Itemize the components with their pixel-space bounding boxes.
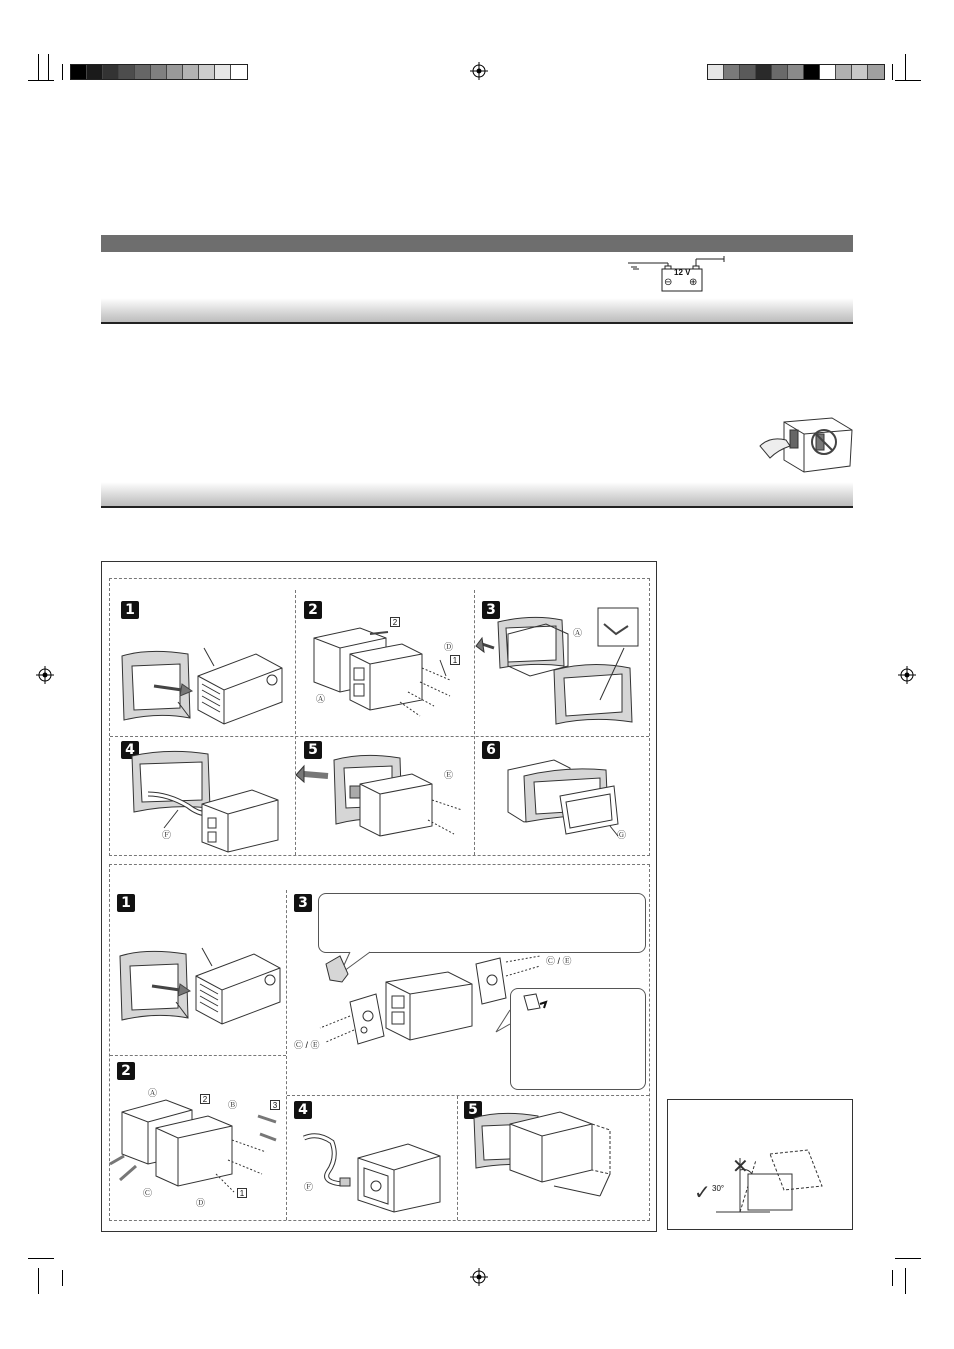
- step-1-trim-removal-illustration: [116, 940, 286, 1030]
- step-4-badge: 4: [294, 1101, 312, 1119]
- color-calibration-bar: [707, 64, 885, 80]
- check-icon: ✓: [694, 1182, 711, 1204]
- color-swatch: [788, 65, 804, 79]
- step-2-badge: 2: [304, 601, 322, 619]
- color-swatch: [868, 65, 884, 79]
- step-2-sleeve-removal-illustration: [116, 1090, 281, 1210]
- step-4-wiring-illustration: [298, 1128, 448, 1218]
- step-2-sleeve-illustration: [310, 620, 470, 730]
- crop-mark: [48, 54, 49, 80]
- registration-mark-icon: [36, 666, 54, 684]
- crop-mark: [38, 1268, 39, 1294]
- color-swatch: [804, 65, 820, 79]
- crop-mark: [28, 80, 54, 81]
- callout-label: Ⓒ: [143, 1188, 153, 1198]
- crop-mark: [905, 1268, 906, 1294]
- crop-mark: [892, 64, 893, 80]
- callout-label: Ⓑ: [228, 1100, 238, 1110]
- screw-label: 2: [390, 617, 400, 627]
- reset-button-illustration: [760, 416, 856, 474]
- step-3-badge: 3: [294, 894, 312, 912]
- battery-voltage-label: 12 V: [674, 268, 691, 277]
- step-5-badge: 5: [464, 1101, 482, 1119]
- screw-label: 3: [270, 1100, 280, 1110]
- crop-mark: [892, 1270, 893, 1286]
- step-3-badge: 3: [482, 601, 500, 619]
- step-5-badge: 5: [304, 741, 322, 759]
- bracket-bend-icon: [520, 992, 550, 1014]
- color-swatch: [756, 65, 772, 79]
- callout-label: Ⓐ: [148, 1088, 158, 1098]
- color-swatch: [119, 65, 135, 79]
- screw-label: 1: [450, 655, 460, 665]
- color-swatch: [852, 65, 868, 79]
- crop-mark: [895, 80, 921, 81]
- callout-label: Ⓐ: [316, 694, 326, 704]
- step-5-mounting-illustration: [304, 750, 474, 850]
- callout-label: Ⓕ: [162, 830, 172, 840]
- callout-label: Ⓒ / Ⓔ: [294, 1040, 320, 1050]
- color-swatch: [71, 65, 87, 79]
- section-header-band: [101, 482, 853, 508]
- battery-negative-symbol: ⊖: [664, 277, 673, 288]
- step-1-badge: 1: [117, 894, 135, 912]
- callout-label: Ⓔ: [444, 770, 454, 780]
- callout-label: Ⓓ: [444, 642, 454, 652]
- note-bubble: [318, 893, 646, 953]
- registration-mark-icon: [470, 1268, 488, 1286]
- crop-mark: [62, 64, 63, 80]
- step-4-wiring-illustration: [128, 744, 288, 854]
- callout-label: Ⓐ: [573, 628, 583, 638]
- crop-mark: [905, 54, 906, 80]
- step-6-badge: 6: [482, 741, 500, 759]
- color-swatch: [708, 65, 724, 79]
- color-swatch: [724, 65, 740, 79]
- step-5-final-mounting-illustration: [470, 1104, 640, 1204]
- color-swatch: [836, 65, 852, 79]
- tip-bubble-pointer: [496, 1010, 516, 1040]
- color-swatch: [87, 65, 103, 79]
- crop-mark: [38, 54, 39, 80]
- color-swatch: [820, 65, 836, 79]
- section-header-band: [101, 298, 853, 324]
- callout-label: Ⓓ: [196, 1198, 206, 1208]
- color-swatch: [135, 65, 151, 79]
- cross-icon: ✕: [732, 1156, 749, 1178]
- screw-label: 2: [200, 1094, 210, 1104]
- color-swatch: [740, 65, 756, 79]
- crop-mark: [895, 1258, 921, 1259]
- color-swatch: [199, 65, 215, 79]
- color-swatch: [231, 65, 247, 79]
- crop-mark: [62, 1270, 63, 1286]
- callout-label: Ⓒ / Ⓔ: [546, 956, 572, 966]
- step-1-trim-removal-illustration: [118, 640, 288, 730]
- step-1-badge: 1: [121, 601, 139, 619]
- color-calibration-bar: [70, 64, 248, 80]
- screw-label: 1: [237, 1188, 247, 1198]
- step-4-badge: 4: [121, 741, 139, 759]
- step-3-trim-attach-illustration: [482, 604, 642, 730]
- color-swatch: [772, 65, 788, 79]
- angle-label: 30°: [712, 1184, 725, 1193]
- registration-mark-icon: [898, 666, 916, 684]
- color-swatch: [151, 65, 167, 79]
- callout-label: Ⓖ: [617, 830, 627, 840]
- crop-mark: [28, 1258, 54, 1259]
- callout-label: Ⓕ: [304, 1182, 314, 1192]
- color-swatch: [103, 65, 119, 79]
- color-swatch: [167, 65, 183, 79]
- registration-mark-icon: [470, 62, 488, 80]
- step-2-badge: 2: [117, 1062, 135, 1080]
- color-swatch: [215, 65, 231, 79]
- section-header-band: [101, 235, 853, 252]
- battery-positive-symbol: ⊕: [689, 277, 698, 288]
- color-swatch: [183, 65, 199, 79]
